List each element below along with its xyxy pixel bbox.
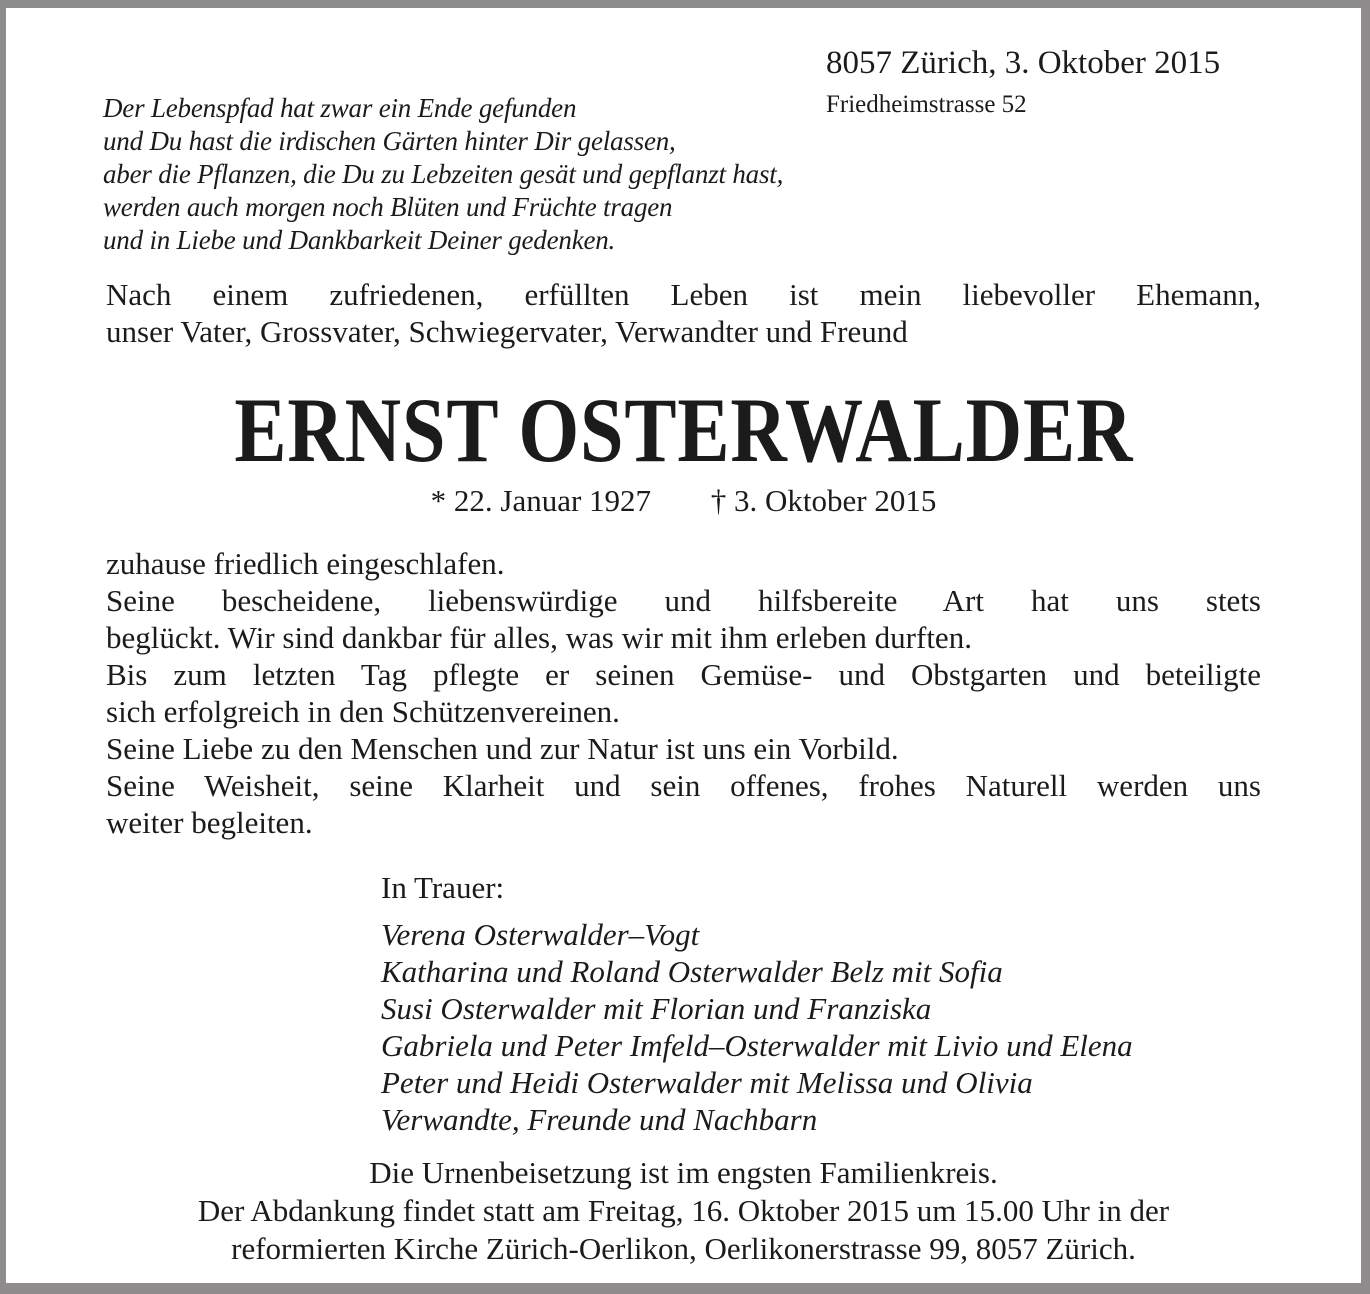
epigraph-line: und in Liebe und Dankbarkeit Deiner gedenken.: [103, 225, 616, 255]
epigraph-line: und Du hast die irdischen Gärten hinter Dir gelassen,: [103, 126, 676, 156]
obituary-line: Seine bescheidene, liebenswürdige und hilfsbereite Art hat uns stets: [106, 583, 1261, 618]
mourning-label: In Trauer:: [381, 870, 505, 905]
mourner-name: Susi Osterwalder mit Florian und Franziska: [381, 991, 932, 1026]
death-date: † 3. Oktober 2015: [710, 483, 937, 518]
mourner-name: Peter und Heidi Osterwalder mit Melissa und Olivia: [381, 1065, 1033, 1100]
mourner-name: Gabriela und Peter Imfeld–Osterwalder mit Livio und Elena: [381, 1028, 1133, 1063]
mourning-section: [381, 869, 1261, 1138]
epigraph-line: werden auch morgen noch Blüten und Früchte tragen: [103, 192, 673, 222]
sender-block: [826, 44, 1220, 120]
life-dates: [106, 482, 1261, 519]
obituary-line: beglückt. Wir sind dankbar für alles, was wir mit ihm erleben durften.: [106, 620, 972, 655]
funeral-line: Der Abdankung findet statt am Freitag, 16. Oktober 2015 um 15.00 Uhr in der: [197, 1193, 1170, 1228]
obituary-line: Seine Weisheit, seine Klarheit und sein offenes, frohes Naturell werden uns: [106, 768, 1261, 803]
obituary-line: Seine Liebe zu den Menschen und zur Natur ist uns ein Vorbild.: [106, 731, 899, 766]
funeral-line: reformierten Kirche Zürich-Oerlikon, Oerlikonerstrasse 99, 8057 Zürich.: [231, 1231, 1136, 1266]
dateline: 8057 Zürich, 3. Oktober 2015: [826, 45, 1221, 81]
mourner-name: Katharina und Roland Osterwalder Belz mit Sofia: [381, 954, 1003, 989]
intro-paragraph: [106, 276, 1261, 350]
notice-header: [6, 8, 1361, 260]
obituary-line: weiter begleiten.: [106, 805, 313, 840]
mourners-list: [381, 916, 1261, 1138]
deceased-name: [106, 380, 1261, 480]
obituary-line: sich erfolgreich in den Schützenvereinen.: [106, 694, 620, 729]
deceased-name-text: ERNST OSTERWALDER: [234, 379, 1133, 481]
obituary-text: [106, 545, 1261, 841]
mourner-name: Verwandte, Freunde und Nachbarn: [381, 1102, 818, 1137]
epigraph-line: aber die Pflanzen, die Du zu Lebzeiten gesät und gepflanzt hast,: [103, 159, 784, 189]
intro-line: Nach einem zufriedenen, erfüllten Leben ist mein liebevoller Ehemann,: [106, 277, 1261, 312]
notice-content: [6, 276, 1361, 1268]
epigraph-poem: [103, 92, 783, 257]
obituary-line: zuhause friedlich eingeschlafen.: [106, 546, 505, 581]
birth-date: * 22. Januar 1927: [430, 483, 652, 518]
funeral-line: Die Urnenbeisetzung ist im engsten Familienkreis.: [369, 1155, 998, 1190]
mourner-name: Verena Osterwalder–Vogt: [381, 917, 700, 952]
epigraph-line: Der Lebenspfad hat zwar ein Ende gefunden: [103, 93, 577, 123]
funeral-info: [106, 1154, 1261, 1268]
obituary-line: Bis zum letzten Tag pflegte er seinen Gemüse- und Obstgarten und beteiligte: [106, 657, 1261, 692]
sender-address: Friedheimstrasse 52: [826, 91, 1027, 118]
intro-line: unser Vater, Grossvater, Schwiegervater, Verwandter und Freund: [106, 314, 908, 349]
